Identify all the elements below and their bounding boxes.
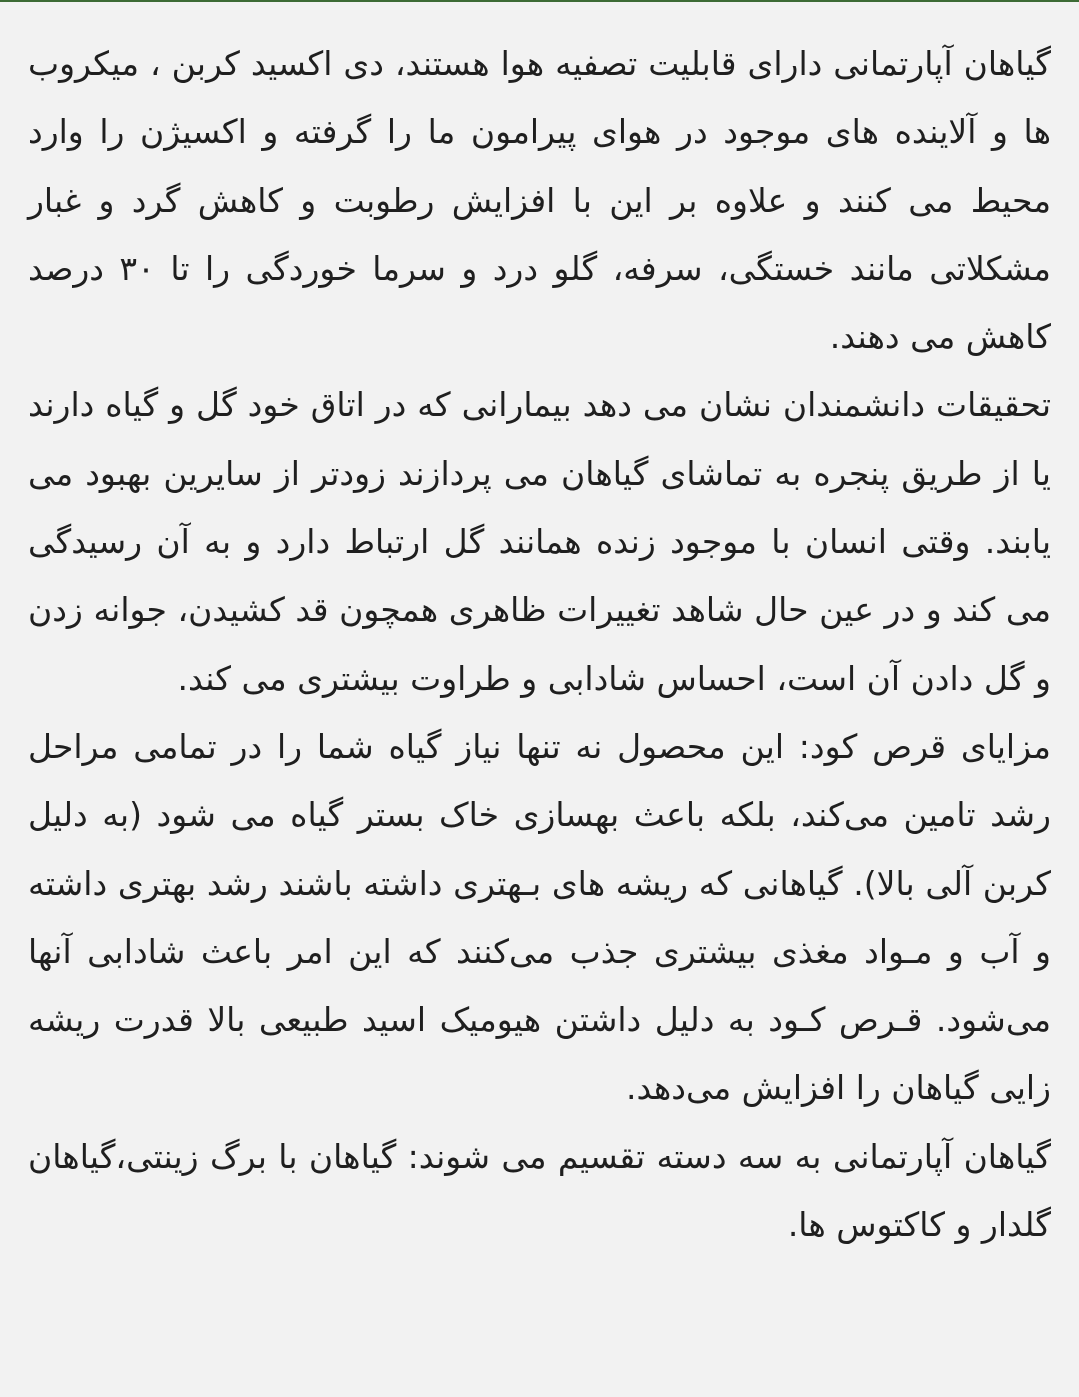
paragraph-air-purification: گیاهان آپارتمانی دارای قابلیت تصفیه هوا هستند، دی اکسید کربن ، میکروب ها و آلاینده های موجود در هوای پیرامون ما را گرفته و اکسیژن را وارد محیط می کنند و علاوه بر این با افزایش رطوبت و کاهش گرد و غبار مشکلاتی مانند خستگی، سرفه، گلو درد و سرما خوردگی را تا ۳۰ درصد کاهش می دهند.: [28, 44, 1051, 357]
paragraph-plant-categories: گیاهان آپارتمانی به سه دسته تقسیم می شوند: گیاهان با برگ زینتی،گیاهان گلدار و کاکتوس ها.: [28, 1136, 1051, 1245]
top-divider: [0, 0, 1079, 2]
paragraph-fertilizer-tablet: مزایای قرص کود: این محصول نه تنها نیاز گیاه شما را در تمامی مراحل رشد تامین می‌کند، بلکه باعث بهسازی خاک بستر گیاه می شود (به دلیل کربن آلی بالا). گیاهانی که ریشه های بـهتری داشته باشند رشد بهتری داشته و آب و مـواد مغذی بیشتری جذب می‌کنند که این امر باعث شادابی آنها می‌شود. قـرص کـود به دلیل داشتن هیومیک اسید طبیعی بالا قدرت ریشه زایی گیاهان را افزایش می‌دهد.: [28, 726, 1051, 1108]
article-body: [28, 30, 1051, 1259]
paragraph-research: تحقیقات دانشمندان نشان می دهد بیمارانی که در اتاق خود گل و گیاه دارند یا از طریق پنجره به تماشای گیاهان می پردازند زودتر از سایرین بهبود می یابند. وقتی انسان با موجود زنده همانند گل ارتباط دارد و به آن رسیدگی می کند و در عین حال شاهد تغییرات ظاهری همچون قد کشیدن، جوانه زدن و گل دادن آن است، احساس شادابی و طراوت بیشتری می کند.: [28, 385, 1051, 698]
